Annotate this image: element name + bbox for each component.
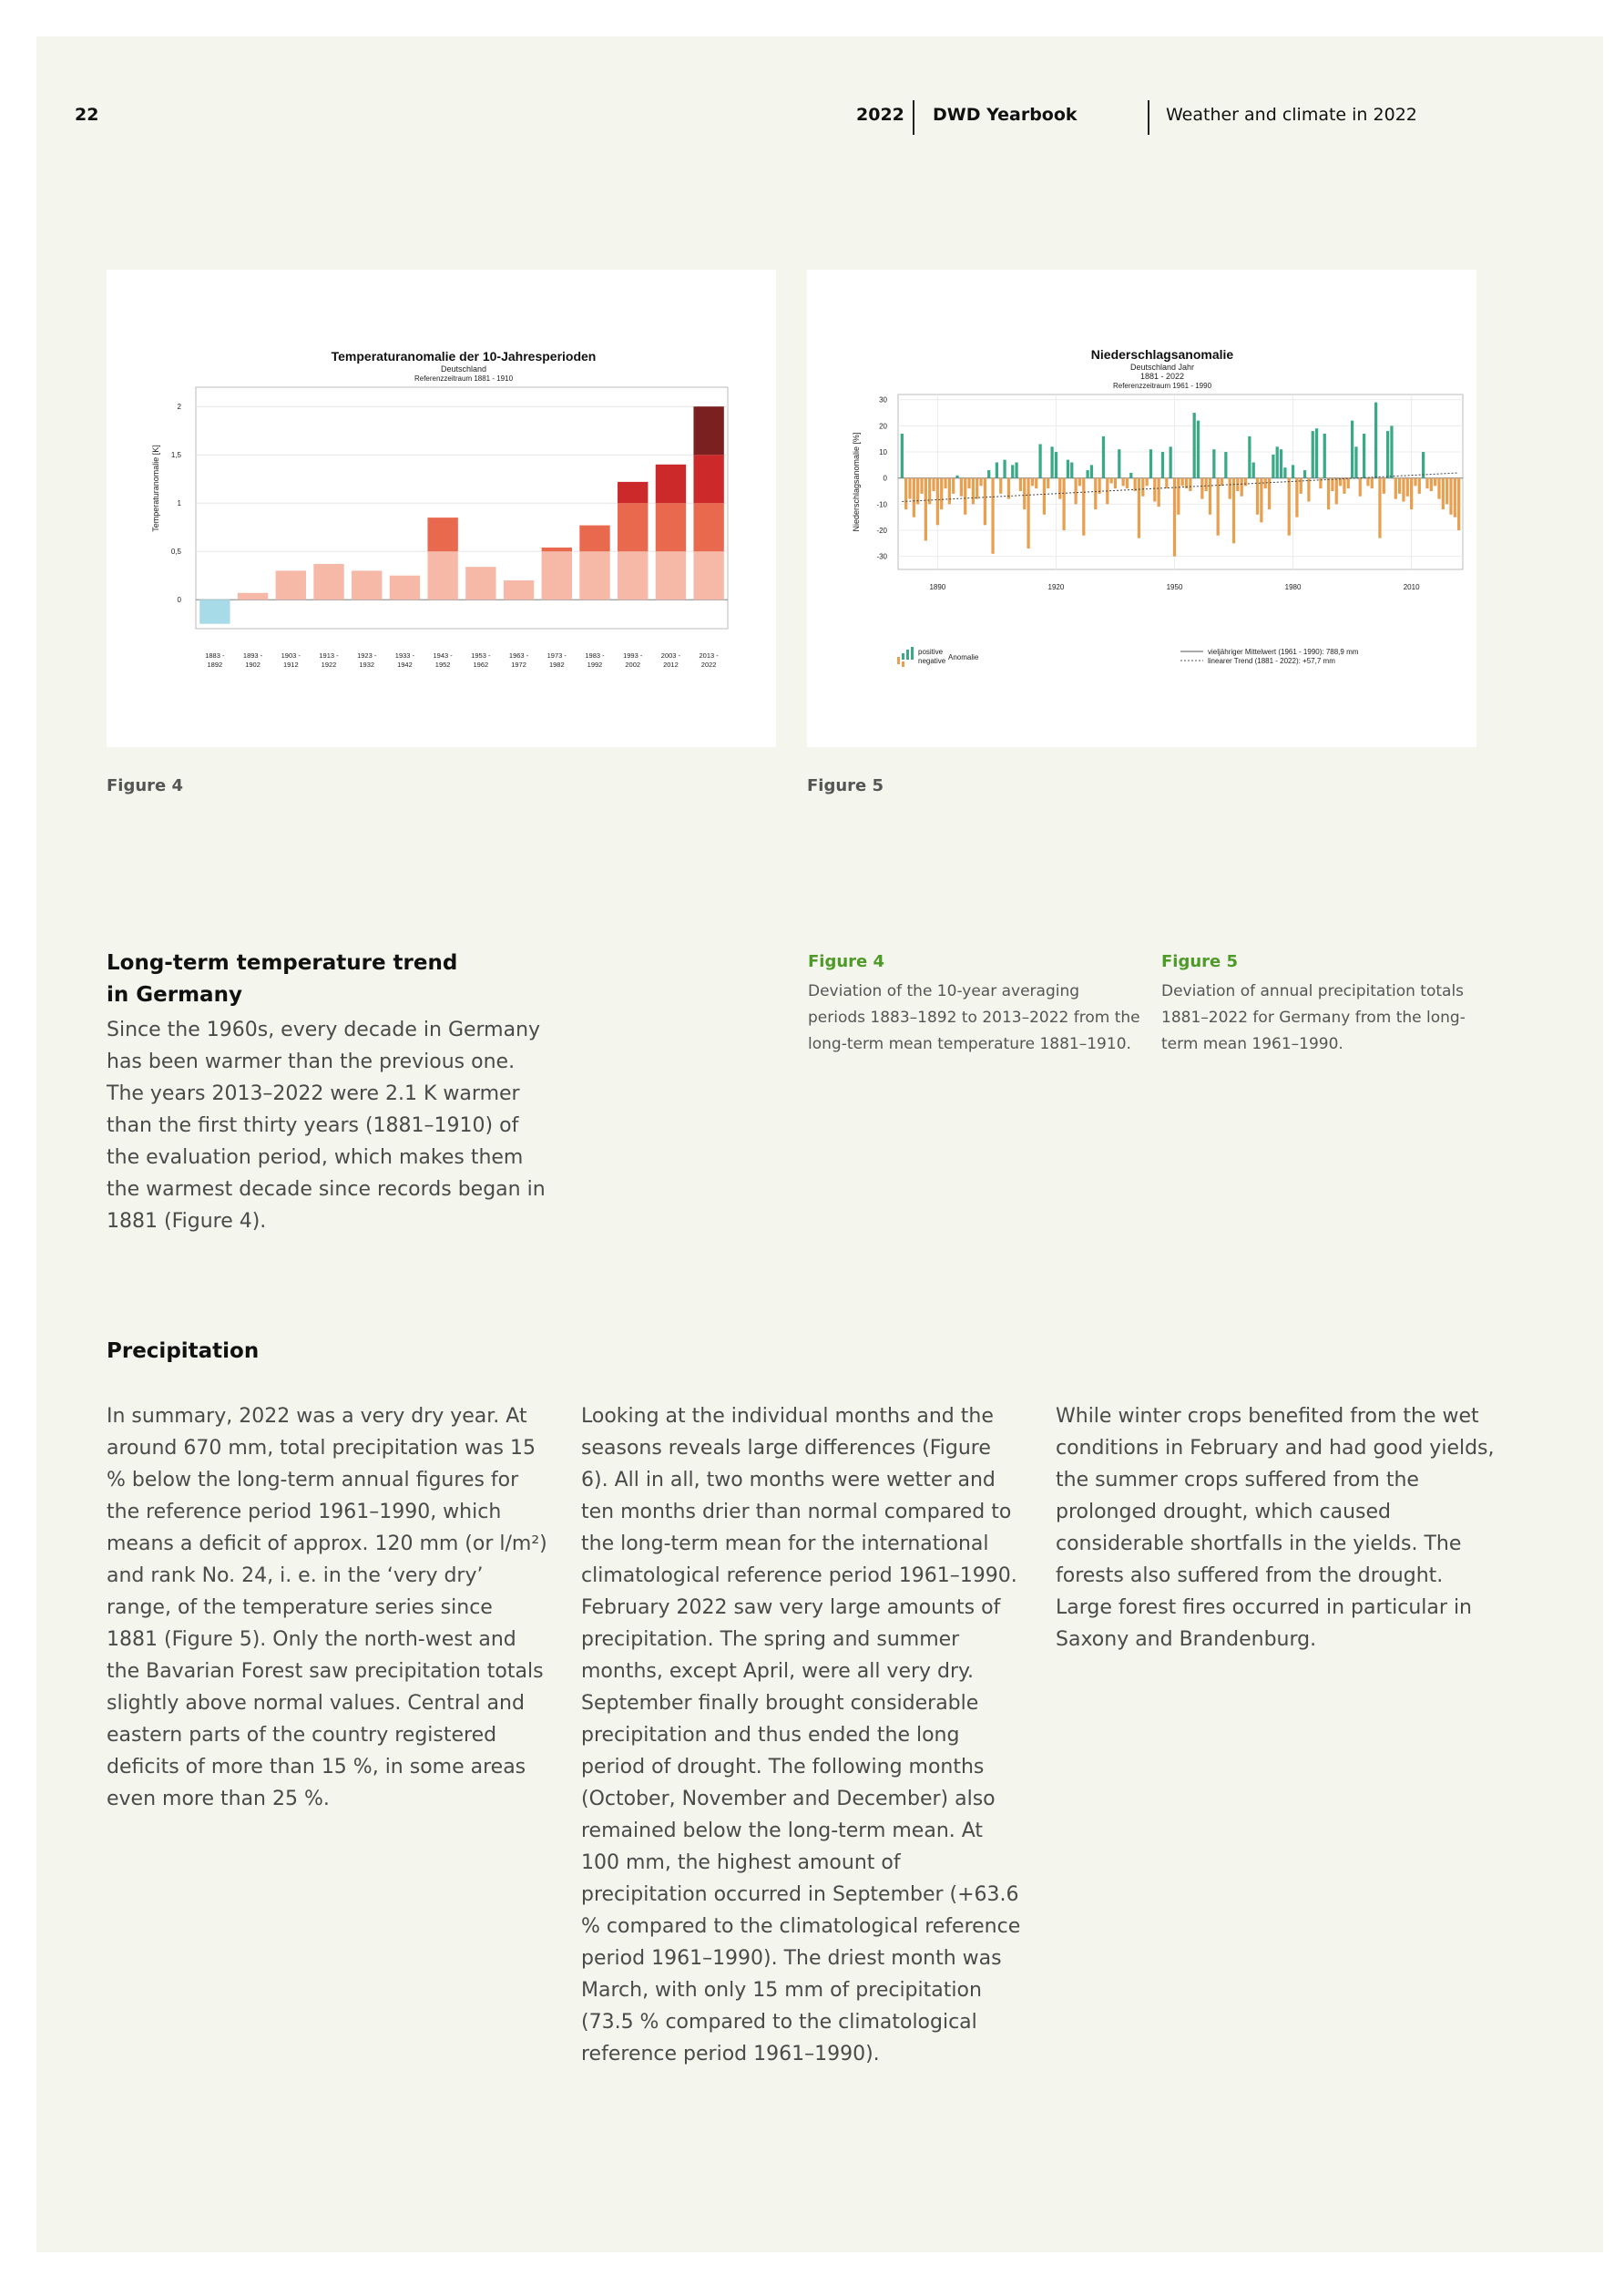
fig5-bar <box>1425 478 1428 488</box>
fig5-bar <box>1272 455 1274 478</box>
fig4-xtick-label: 1993 - <box>623 651 643 660</box>
fig5-bar <box>1058 478 1061 499</box>
fig5-bar <box>1457 478 1460 530</box>
fig5-bar <box>901 434 904 478</box>
fig5-bar <box>987 470 990 478</box>
figure-4-chart <box>107 270 776 747</box>
fig4-xtick-label: 1983 - <box>585 651 605 660</box>
fig5-bar <box>1173 478 1176 557</box>
fig4-xtick-label: 2002 <box>625 661 641 669</box>
fig4-xtick-label: 1912 <box>282 661 299 669</box>
fig4-xtick-label: 1923 - <box>357 651 377 660</box>
fig4-bar-segment <box>313 564 343 600</box>
header-year: 2022 <box>856 105 904 125</box>
fig5-bar <box>1410 478 1413 509</box>
fig5-bar <box>1383 478 1385 494</box>
fig5-bar <box>1418 478 1421 494</box>
fig5-bar <box>1141 478 1144 497</box>
legend-neg-swatch-2 <box>902 661 904 667</box>
fig5-bar <box>1363 434 1365 478</box>
fig4-bar-segment <box>618 551 648 600</box>
fig4-bar-segment <box>427 518 457 551</box>
fig5-bar <box>1055 452 1057 478</box>
fig5-xtick-label: 1920 <box>1047 583 1065 591</box>
fig5-bar <box>1118 449 1120 478</box>
fig4-bar-segment <box>656 465 686 503</box>
precipitation-col3: While winter crops benefited from the wet conditions in February and had good yields, the summer crops suffered from the prolonged drought, which caused considerable shortfalls in the yields. The forests also suffered from the drought. Large forest fires occurred in particular in Saxony and Brandenburg. <box>1056 1405 1495 1651</box>
fig5-bar <box>1359 478 1362 497</box>
fig5-bar <box>1347 478 1350 488</box>
fig5-xtick-label: 1980 <box>1284 583 1302 591</box>
fig5-bar <box>1129 473 1132 478</box>
fig5-bar <box>1232 478 1235 544</box>
fig5-bar <box>1126 478 1129 488</box>
fig5-bar <box>1209 478 1211 515</box>
fig5-bar <box>1050 446 1053 477</box>
fig5-bar <box>1212 449 1215 478</box>
fig5-bar <box>1300 478 1302 494</box>
page-number: 22 <box>75 105 99 125</box>
fig5-bar <box>952 478 955 494</box>
fig4-bar-segment <box>542 548 572 551</box>
fig5-bar <box>1153 478 1156 502</box>
fig4-xtick-label: 1883 - <box>205 651 225 660</box>
fig5-bar <box>1161 452 1164 478</box>
fig5-bar <box>1366 478 1369 487</box>
fig4-xtick-label: 1902 <box>245 661 260 669</box>
fig5-bar <box>984 478 986 526</box>
fig5-bar <box>1241 478 1243 497</box>
fig5-bar <box>1078 478 1081 487</box>
fig4-xtick-label: 1903 - <box>281 651 301 660</box>
fig4-xtick-label: 1973 - <box>547 651 567 660</box>
fig4-ytick-label: 0,5 <box>170 548 181 557</box>
legend-anomaly: Anomalie <box>948 653 979 661</box>
fig5-bar <box>1331 478 1333 491</box>
fig4-bar-segment <box>618 482 648 503</box>
fig5-ytick-label: 10 <box>879 448 887 457</box>
fig5-bar <box>1181 478 1184 487</box>
fig5-plot-frame <box>898 395 1463 569</box>
fig5-bar <box>1114 478 1117 488</box>
fig5-xtick-label: 1890 <box>929 583 946 591</box>
fig4-xtick-label: 1952 <box>434 661 451 669</box>
fig5-ytick-label: -30 <box>876 552 887 561</box>
fig5-bar <box>936 478 939 526</box>
fig5-bar <box>1430 478 1433 491</box>
fig4-xtick-label: 1943 - <box>433 651 453 660</box>
fig5-bar <box>1138 478 1140 538</box>
fig4-bar-segment <box>352 570 382 600</box>
fig5-bar <box>1437 478 1440 499</box>
fig5-bar <box>1193 413 1196 478</box>
fig5-bar <box>1374 403 1377 478</box>
fig5-bar <box>940 478 943 509</box>
fig5-bar <box>1371 478 1374 488</box>
fig5-subtitle1: Deutschland Jahr <box>1129 363 1195 372</box>
fig4-xtick-label: 1932 <box>359 661 375 669</box>
figure-4-box <box>107 270 776 747</box>
fig5-bar <box>1398 478 1401 494</box>
header-section: Weather and climate in 2022 <box>1166 105 1417 125</box>
fig5-bar <box>1394 478 1397 499</box>
fig4-bar-segment <box>693 455 723 503</box>
fig5-bar <box>1303 470 1306 478</box>
fig4-bar-segment <box>656 551 686 600</box>
fig5-ytick-label: 30 <box>879 395 887 405</box>
fig5-bar <box>1252 463 1255 478</box>
fig5-bar <box>1170 446 1172 477</box>
fig4-xtick-label: 1893 - <box>242 651 263 660</box>
fig5-bar <box>1023 478 1026 509</box>
fig4-xtick-label: 1962 <box>473 661 489 669</box>
fig4-subtitle1: Deutschland <box>440 364 487 374</box>
fig5-ytick-label: 20 <box>879 422 887 431</box>
figure-5-box <box>807 270 1476 747</box>
fig4-bar-segment <box>693 406 723 455</box>
fig4-ylabel: Temperaturanomalie [K] <box>151 445 160 532</box>
legend-mean: vieljähriger Mittelwert (1961 - 1990): 788,9 mm <box>1208 648 1359 656</box>
fig5-bar <box>920 478 923 494</box>
page <box>36 36 1603 2252</box>
fig5-bar <box>1378 478 1381 538</box>
fig5-ytick-label: -10 <box>876 500 887 509</box>
fig5-bar <box>1110 478 1113 484</box>
fig5-bar <box>1189 478 1191 491</box>
caption-fig5-title: Figure 5 <box>1161 952 1239 971</box>
fig5-bar <box>904 478 907 509</box>
fig5-bar <box>1038 444 1041 477</box>
fig5-subtitle2: 1881 - 2022 <box>1139 372 1185 381</box>
fig5-bar <box>916 478 919 505</box>
fig5-bar <box>1390 425 1393 477</box>
fig4-xtick-label: 1982 <box>548 661 565 669</box>
caption-fig4-text: Deviation of the 10-year averaging periods 1883–1892 to 2013–2022 from the long-term mean temperature 1881–1910. <box>808 982 1140 1053</box>
fig5-bar <box>1402 478 1405 502</box>
fig5-bar <box>1200 478 1203 499</box>
fig5-xtick-label: 2010 <box>1403 583 1420 591</box>
fig5-title: Niederschlagsanomalie <box>1090 347 1234 362</box>
fig5-bar <box>1031 478 1034 487</box>
fig5-bar <box>964 478 966 515</box>
fig5-bar <box>1217 478 1220 536</box>
fig4-bar-segment <box>579 526 609 552</box>
legend-neg-swatch-1 <box>897 657 900 664</box>
fig5-bar <box>1197 421 1200 478</box>
fig5-bar <box>1327 478 1330 509</box>
fig4-xtick-label: 1972 <box>511 661 526 669</box>
fig5-bar <box>1082 478 1085 536</box>
fig4-xtick-label: 2012 <box>663 661 679 669</box>
fig5-bar <box>1386 431 1389 478</box>
fig4-xtick-label: 1933 - <box>394 651 415 660</box>
fig5-bar <box>1003 460 1006 478</box>
fig5-ytick-label: -20 <box>876 527 887 536</box>
fig4-bar-segment <box>693 503 723 551</box>
legend-trend: linearer Trend (1881 - 2022): +57,7 mm <box>1208 657 1335 665</box>
fig5-bar <box>1244 478 1247 487</box>
fig5-bar <box>967 478 970 488</box>
fig5-bar <box>1315 428 1318 477</box>
figure-5-label: Figure 5 <box>807 776 884 795</box>
legend-pos-swatch-2 <box>906 650 909 660</box>
fig5-bar <box>1343 478 1345 494</box>
fig4-bar-segment <box>465 567 495 600</box>
fig5-bar <box>1062 478 1065 530</box>
fig4-bar-segment <box>238 593 268 600</box>
legend-positive: positive <box>918 648 944 656</box>
fig5-bar <box>1283 467 1286 477</box>
fig4-bar <box>199 600 230 624</box>
fig5-bar <box>972 478 975 505</box>
fig5-bar <box>932 478 935 491</box>
figure-5-chart <box>807 270 1476 747</box>
fig4-bar-segment <box>693 551 723 600</box>
fig4-ytick-label: 0 <box>177 596 181 605</box>
fig5-bar <box>913 478 915 518</box>
fig4-xtick-label: 2003 - <box>660 651 681 660</box>
fig5-bar <box>1229 478 1231 499</box>
fig5-legend <box>897 647 1359 667</box>
fig4-xtick-label: 1892 <box>207 661 223 669</box>
fig5-bar <box>1406 478 1409 497</box>
fig5-bar <box>996 463 998 478</box>
fig4-xtick-label: 1953 - <box>471 651 491 660</box>
fig4-xtick-label: 1922 <box>321 661 337 669</box>
fig5-bar <box>1019 478 1022 491</box>
fig4-ytick-label: 1,5 <box>170 451 181 460</box>
fig5-bar <box>1312 431 1314 478</box>
fig5-bar <box>1043 478 1046 515</box>
fig5-bar <box>1067 460 1069 478</box>
fig5-bar <box>1354 446 1357 477</box>
legend-pos-swatch-3 <box>911 647 914 660</box>
fig5-ytick-label: 0 <box>883 474 887 483</box>
fig5-bar <box>1449 478 1452 515</box>
fig5-bar <box>1422 452 1425 478</box>
caption-fig4-title: Figure 4 <box>808 952 885 971</box>
fig4-ytick-label: 2 <box>177 403 181 412</box>
fig5-bar <box>1035 478 1037 488</box>
legend-pos-swatch-1 <box>902 653 904 660</box>
fig5-bar <box>1454 478 1456 518</box>
fig5-bar <box>1086 470 1088 478</box>
fig5-bar <box>976 478 978 499</box>
header-divider-2 <box>1148 100 1149 135</box>
fig5-bar <box>999 478 1002 494</box>
fig4-xtick-label: 2013 - <box>699 651 719 660</box>
fig5-bar <box>1307 478 1310 502</box>
fig5-xtick-label: 1950 <box>1166 583 1183 591</box>
fig4-bar-segment <box>390 576 420 600</box>
fig5-bar <box>1074 478 1077 505</box>
caption-fig5-text: Deviation of annual precipitation totals 1881–2022 for Germany from the long-term mean 1961–1990. <box>1161 982 1466 1053</box>
fig5-bar <box>1414 478 1416 487</box>
temperature-trend-body: Since the 1960s, every decade in Germany has been warmer than the previous one. The years 2013–2022 were 2.1 K warmer than the first thirty years (1881–1910) of the evaluation period, which makes them the warmest decade since records began in 1881 (Figure 4). <box>107 1019 546 1233</box>
fig5-bar <box>1323 434 1326 478</box>
fig4-bar-segment <box>427 551 457 600</box>
fig5-ylabel: Niederschlagsanomalie [%] <box>852 432 861 532</box>
fig4-xtick-label: 1913 - <box>319 651 339 660</box>
fig5-subtitle3: Referenzzeitraum 1961 - 1990 <box>1112 382 1212 390</box>
fig5-bar <box>1264 478 1267 488</box>
fig5-bar <box>1011 465 1014 477</box>
fig4-title: Temperaturanomalie der 10-Jahresperioden <box>331 349 597 364</box>
fig5-bar <box>1280 449 1282 478</box>
fig5-bar <box>1288 478 1291 536</box>
fig5-bar <box>908 478 911 499</box>
fig5-bar <box>1292 465 1294 477</box>
fig5-bar <box>1070 463 1073 478</box>
fig5-bar <box>1335 478 1338 505</box>
fig5-bar <box>1295 478 1298 518</box>
precipitation-col1: In summary, 2022 was a very dry year. At around 670 mm, total precipitation was 15 % below the long-term annual figures for the reference period 1961–1990, which means a deficit of approx. 120 mm (or l/m²) and rank No. 24, i. e. in the ‘very dry’ range, of the temperature series since 1881 (Figure 5). Only the north-west and the Bavarian Forest saw precipitation totals slightly above normal values. Central and eastern parts of the country registered deficits of more than 15 %, in some areas even more than 25 %. <box>107 1405 547 1810</box>
legend-negative: negative <box>918 657 946 665</box>
fig5-bar <box>1276 446 1279 477</box>
heading-precipitation: Precipitation <box>107 1339 260 1363</box>
fig5-bar <box>1146 478 1149 487</box>
fig5-bar <box>979 478 982 487</box>
fig5-bar <box>1445 478 1448 505</box>
fig5-bar <box>1165 478 1168 488</box>
fig4-bar-segment <box>276 570 306 600</box>
fig4-ytick-label: 1 <box>177 499 181 508</box>
fig5-bar <box>1149 449 1152 478</box>
fig4-subtitle2: Referenzzeitraum 1881 - 1910 <box>414 374 514 383</box>
fig5-bar <box>1248 436 1251 478</box>
fig5-bar <box>1090 465 1093 477</box>
precipitation-col2: Looking at the individual months and the seasons reveals large differences (Figure 6). All in all, two months were wetter and ten months drier than normal compared to the long-term mean for the international climatological reference period 1961–1990. February 2022 saw very large amounts of precipitation. The spring and summer months, except April, were all very dry. September finally brought considerable precipitation and thus ended the long period of drought. The following months (October, November and December) also remained below the long-term mean. At 100 mm, the highest amount of precipitation occurred in September (+63.6 % compared to the climatological reference period 1961–1990). The driest month was March, with only 15 mm of precipitation (73.5 % compared to the climatological reference period 1961–1990). <box>581 1405 1021 2065</box>
fig5-bar <box>948 478 951 505</box>
fig5-bar <box>924 478 927 541</box>
fig5-bar <box>1015 463 1017 478</box>
fig5-bar <box>944 478 946 488</box>
fig4-bar-segment <box>656 503 686 551</box>
fig5-bar <box>1351 421 1354 478</box>
fig5-bar <box>1434 478 1436 487</box>
fig4-xtick-label: 1992 <box>587 661 603 669</box>
heading-temperature-trend: Long-term temperature trend in Germany <box>107 951 458 1007</box>
fig4-bar-segment <box>542 551 572 600</box>
fig4-xtick-label: 2022 <box>700 661 717 669</box>
fig5-bar <box>1122 478 1125 487</box>
fig4-bar-segment <box>579 551 609 600</box>
fig5-bar <box>955 476 958 478</box>
fig4-bar-segment <box>504 580 534 600</box>
fig5-bar <box>1205 478 1208 491</box>
fig5-bar <box>1047 478 1049 488</box>
fig4-xtick-label: 1942 <box>397 661 413 669</box>
fig5-bar <box>1027 478 1029 548</box>
fig4-xtick-label: 1963 - <box>508 651 529 660</box>
figure-4-label: Figure 4 <box>107 776 184 795</box>
fig5-bar <box>1177 478 1180 515</box>
fig5-bar <box>1102 436 1105 478</box>
header-divider-1 <box>913 100 914 135</box>
fig5-bar <box>1094 478 1097 509</box>
fig4-bar-segment <box>618 503 648 551</box>
fig5-bar <box>1158 478 1160 507</box>
fig5-bar <box>1260 478 1262 523</box>
fig5-bar <box>960 478 963 497</box>
fig5-bar <box>1442 478 1445 509</box>
fig5-bar <box>1224 452 1227 478</box>
header-publication: DWD Yearbook <box>933 105 1078 125</box>
fig5-bar <box>991 478 994 554</box>
